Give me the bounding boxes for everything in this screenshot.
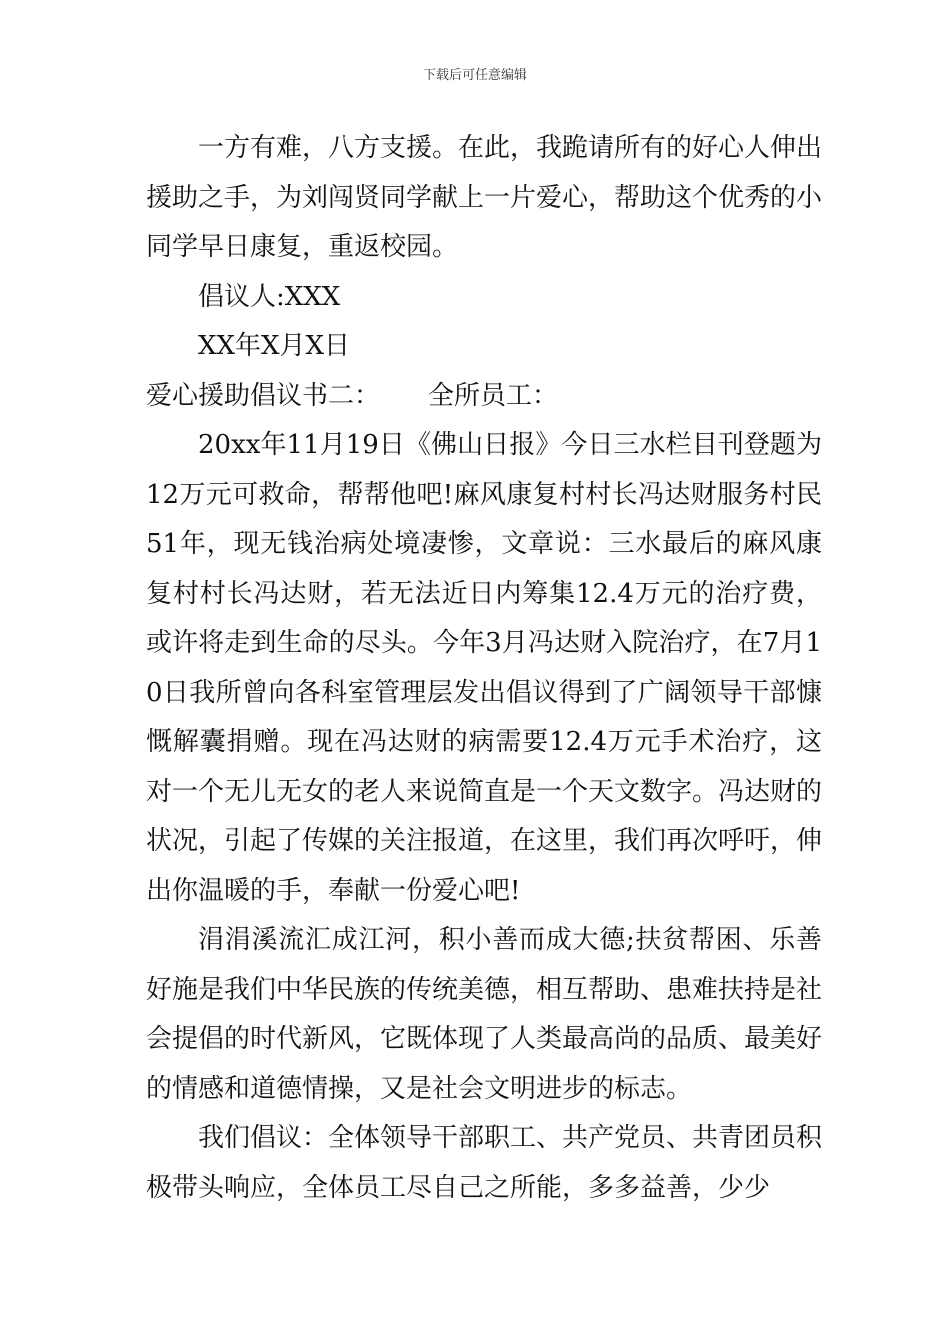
paragraph-news: 20xx年11月19日《佛山日报》今日三水栏目刊登题为12万元可救命，帮帮他吧!麻风康复村村长冯达财服务村民51年，现无钱治病处境凄惨，文章说：三水最后的麻风康复村村长冯达财，若无法近日内筹集12.4万元的治疗费，或许将走到生命的尽头。今年3月冯达财入院治疗，在7月10日我所曾向各科室管理层发出倡议得到了广阔领导干部慷慨解囊捐赠。现在冯达财的病需要12.4万元手术治疗，这对一个无儿无女的老人来说简直是一个天文数字。冯达财的状况，引起了传媒的关注报道，在这里，我们再次呼吁，伸出你温暖的手，奉献一份爱心吧! xyxy=(146,430,823,906)
date-line: XX年X月X日 xyxy=(198,331,351,361)
paragraph-appeal: 一方有难，八方支援。在此，我跪请所有的好心人伸出援助之手，为刘闯贤同学献上一片爱心，帮助这个优秀的小同学早日康复，重返校园。 xyxy=(146,133,823,262)
document-body xyxy=(146,124,822,1213)
paragraph-virtue: 涓涓溪流汇成江河，积小善而成大德;扶贫帮困、乐善好施是我们中华民族的传统美德，相互帮助、患难扶持是社会提倡的时代新风，它既体现了人类最高尚的品质、最美好的情感和道德情操，又是社会文明进步的标志。 xyxy=(146,925,823,1104)
page-header-note: 下载后可任意编辑 xyxy=(422,68,527,83)
section-title: 爱心援助倡议书二： xyxy=(146,380,381,411)
addressee: 全所员工： xyxy=(428,380,559,411)
signer-line: 倡议人:XXX xyxy=(198,281,341,312)
section-heading xyxy=(146,372,822,422)
paragraph-proposal: 我们倡议：全体领导干部职工、共产党员、共青团员积极带头响应，全体员工尽自己之所能，多多益善，少少 xyxy=(146,1123,823,1203)
